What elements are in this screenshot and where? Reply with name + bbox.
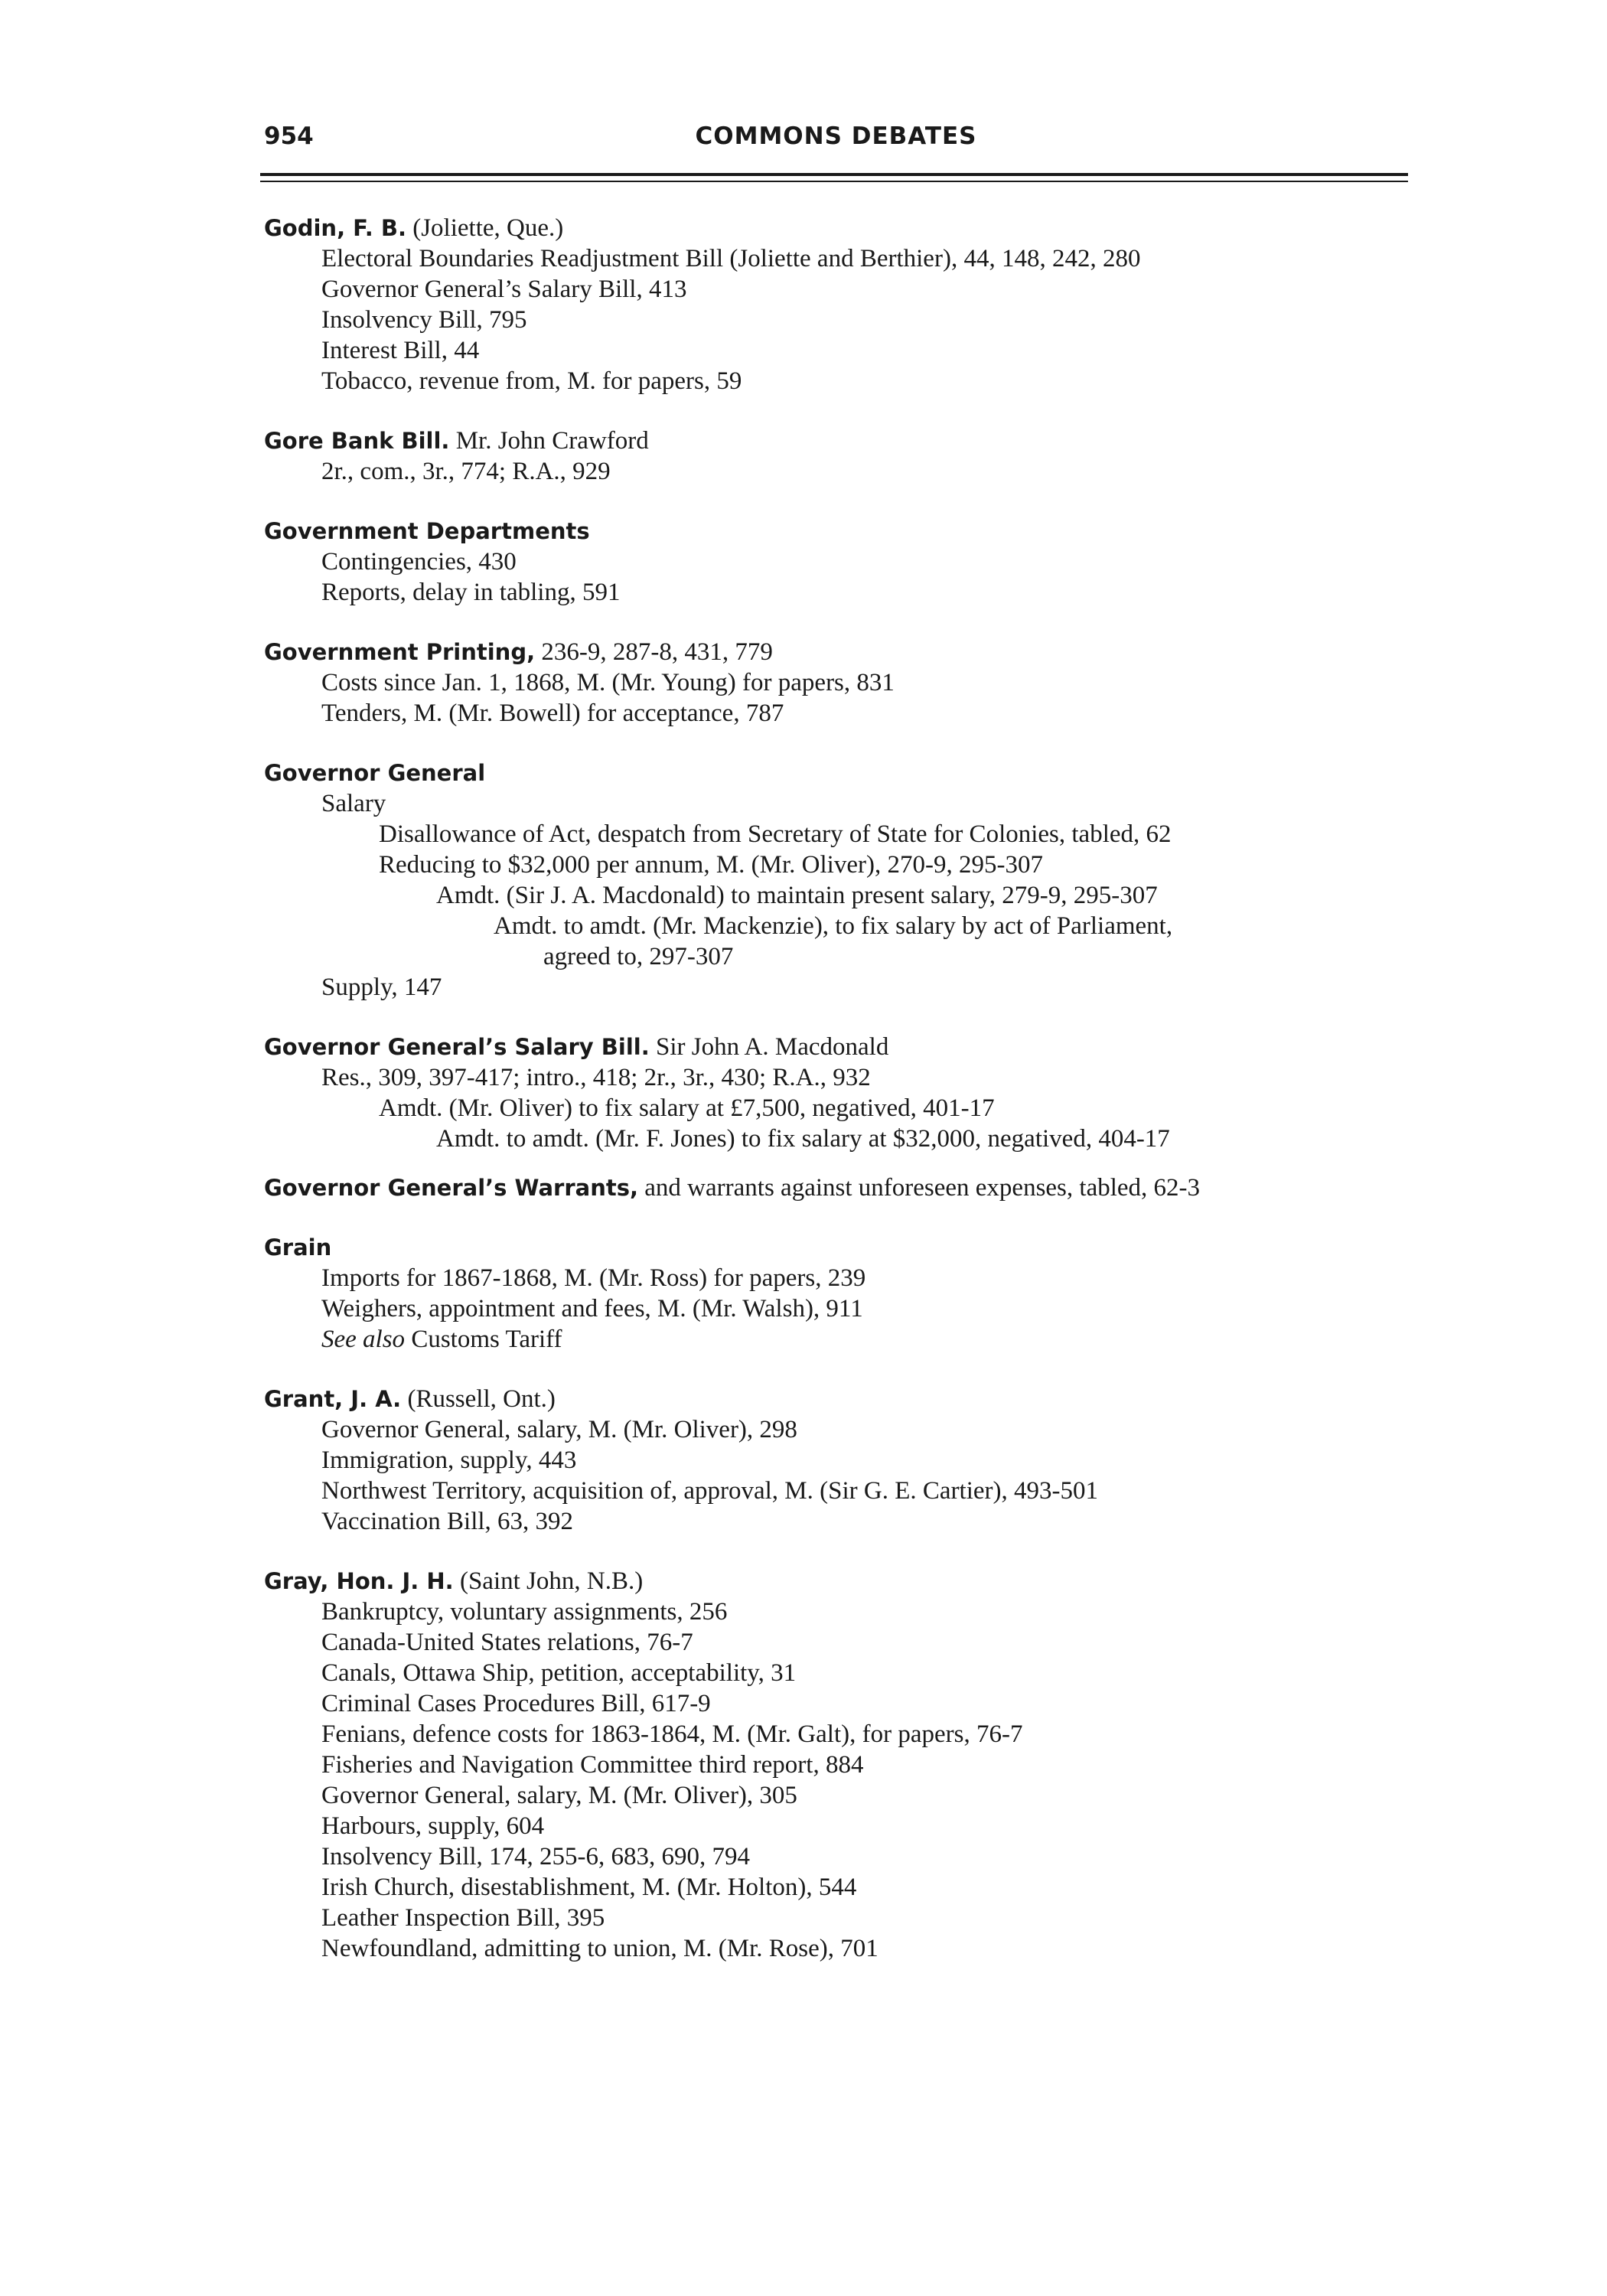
- index-subentry-text: Electoral Boundaries Readjustment Bill (Joliette and Berthier), 44, 148, 242, 280: [321, 245, 1141, 272]
- index-subentry: [264, 667, 1412, 698]
- index-entry: [264, 426, 1412, 487]
- index-subentry: [264, 1596, 1412, 1627]
- index-subentry: [264, 1750, 1412, 1780]
- index-heading: Godin, F. B.: [264, 215, 406, 241]
- index-subentry-text: Leather Inspection Bill, 395: [321, 1904, 605, 1932]
- index-entry: [264, 1032, 1412, 1154]
- index-subentry: [264, 788, 1412, 819]
- index-subentry: [264, 1414, 1412, 1445]
- index-heading-line: [264, 758, 1412, 788]
- index-subentry: [264, 546, 1412, 577]
- index-subentry-text: 2r., com., 3r., 774; R.A., 929: [321, 458, 611, 485]
- page-number: 954: [264, 122, 314, 150]
- index-heading: Grain: [264, 1234, 332, 1261]
- index-subentry-text: Supply, 147: [321, 974, 442, 1001]
- index-heading-line: [264, 637, 1412, 667]
- index-subentry: [264, 911, 1412, 941]
- index-subentry: [264, 1293, 1412, 1324]
- index-heading: Government Departments: [264, 518, 590, 544]
- index-subentry-text: Salary: [321, 790, 386, 817]
- index-body: [264, 213, 1412, 1993]
- index-entry: [264, 516, 1412, 608]
- index-subentry: [264, 243, 1412, 274]
- index-subentry-text: Newfoundland, admitting to union, M. (Mr. Rose), 701: [321, 1935, 878, 1962]
- index-subentry-text: Canada-United States relations, 76-7: [321, 1629, 693, 1656]
- index-heading: Grant, J. A.: [264, 1386, 402, 1412]
- index-heading-line: [264, 1172, 1412, 1203]
- running-title: COMMONS DEBATES: [695, 122, 977, 150]
- index-subentry-text: Amdt. to amdt. (Mr. Mackenzie), to fix salary by act of Parliament,: [494, 912, 1173, 940]
- index-heading: Gore Bank Bill.: [264, 428, 450, 454]
- index-subentry: [264, 1719, 1412, 1750]
- index-subentry-text: Irish Church, disestablishment, M. (Mr. Holton), 544: [321, 1874, 857, 1901]
- index-subentry-text: Canals, Ottawa Ship, petition, acceptability, 31: [321, 1659, 797, 1687]
- index-subentry: [264, 1062, 1412, 1093]
- index-subentry: [264, 1263, 1412, 1293]
- index-heading: Gray, Hon. J. H.: [264, 1568, 454, 1594]
- index-subentry: [264, 1324, 1412, 1355]
- index-heading-detail: 236-9, 287-8, 431, 779: [535, 638, 773, 666]
- cross-reference-label: See also: [321, 1326, 406, 1353]
- index-heading-detail: (Russell, Ont.): [401, 1385, 556, 1413]
- index-subentry-text: Costs since Jan. 1, 1868, M. (Mr. Young) for papers, 831: [321, 669, 895, 696]
- index-subentry: [264, 1872, 1412, 1903]
- index-heading-detail: Mr. John Crawford: [449, 427, 649, 455]
- index-subentry: [264, 1627, 1412, 1658]
- index-subentry-text: Insolvency Bill, 795: [321, 306, 527, 334]
- index-heading-detail: (Joliette, Que.): [406, 214, 564, 242]
- index-heading-line: [264, 213, 1412, 243]
- index-subentry: [264, 1780, 1412, 1811]
- index-subentry-text: Northwest Territory, acquisition of, approval, M. (Sir G. E. Cartier), 493-501: [321, 1477, 1098, 1505]
- index-subentry-text: Governor General, salary, M. (Mr. Oliver), 305: [321, 1782, 797, 1809]
- index-subentry-text: Disallowance of Act, despatch from Secretary of State for Colonies, tabled, 62: [379, 820, 1172, 848]
- header-rule-thin: [260, 181, 1408, 182]
- index-subentry: [264, 972, 1412, 1003]
- index-subentry-text: Fenians, defence costs for 1863-1864, M. (Mr. Galt), for papers, 76-7: [321, 1720, 1023, 1748]
- index-heading: Governor General: [264, 760, 486, 786]
- index-entry: [264, 1384, 1412, 1537]
- index-entry: [264, 1172, 1412, 1203]
- index-subentry-text: Reports, delay in tabling, 591: [321, 579, 621, 606]
- index-subentry: [264, 1811, 1412, 1841]
- index-subentry-text: Customs Tariff: [405, 1326, 562, 1353]
- index-heading-line: [264, 1232, 1412, 1263]
- index-heading: Governor General’s Salary Bill.: [264, 1034, 650, 1060]
- index-subentry: [264, 880, 1412, 911]
- index-subentry: [264, 456, 1412, 487]
- index-subentry: [264, 1841, 1412, 1872]
- index-subentry: [264, 850, 1412, 880]
- index-subentry-text: Harbours, supply, 604: [321, 1812, 545, 1840]
- index-subentry: [264, 819, 1412, 850]
- index-entry: [264, 637, 1412, 729]
- index-subentry: [264, 1124, 1412, 1154]
- index-subentry: [264, 1903, 1412, 1933]
- index-subentry-text: Contingencies, 430: [321, 548, 517, 576]
- index-subentry: [264, 1688, 1412, 1719]
- index-entry: [264, 213, 1412, 396]
- index-subentry-text: Immigration, supply, 443: [321, 1446, 577, 1474]
- page-header: [264, 122, 1408, 165]
- index-heading: Government Printing,: [264, 639, 536, 665]
- index-subentry-text: Res., 309, 397-417; intro., 418; 2r., 3r., 430; R.A., 932: [321, 1064, 871, 1091]
- index-subentry-text: Weighers, appointment and fees, M. (Mr. Walsh), 911: [321, 1295, 863, 1322]
- index-heading-detail: Sir John A. Macdonald: [649, 1033, 889, 1061]
- index-subentry-text: Criminal Cases Procedures Bill, 617-9: [321, 1690, 711, 1717]
- index-subentry-text: Interest Bill, 44: [321, 337, 480, 364]
- index-subentry: [264, 305, 1412, 335]
- index-entry: [264, 1566, 1412, 1964]
- index-subentry: [264, 1506, 1412, 1537]
- index-subentry: [264, 1658, 1412, 1688]
- index-heading-line: [264, 1384, 1412, 1414]
- index-heading-line: [264, 1032, 1412, 1062]
- index-subentry-text: Bankruptcy, voluntary assignments, 256: [321, 1598, 728, 1626]
- index-entry: [264, 1232, 1412, 1355]
- index-subentry-text: Reducing to $32,000 per annum, M. (Mr. Oliver), 270-9, 295-307: [379, 851, 1043, 879]
- index-subentry: [264, 941, 1412, 972]
- index-subentry-text: Governor General’s Salary Bill, 413: [321, 276, 687, 303]
- index-heading-detail: (Saint John, N.B.): [453, 1567, 644, 1595]
- index-subentry-text: Imports for 1867-1868, M. (Mr. Ross) for papers, 239: [321, 1264, 866, 1292]
- index-heading-detail: and warrants against unforeseen expenses, tabled, 62-3: [638, 1174, 1201, 1202]
- index-subentry-text: Amdt. to amdt. (Mr. F. Jones) to fix salary at $32,000, negatived, 404-17: [436, 1125, 1170, 1153]
- index-subentry-text: Vaccination Bill, 63, 392: [321, 1508, 574, 1535]
- header-rule-thick: [260, 173, 1408, 176]
- index-subentry-text: Amdt. (Sir J. A. Macdonald) to maintain present salary, 279-9, 295-307: [436, 882, 1158, 909]
- index-subentry: [264, 698, 1412, 729]
- index-subentry-text: Fisheries and Navigation Committee third report, 884: [321, 1751, 864, 1779]
- index-subentry-text: Tenders, M. (Mr. Bowell) for acceptance, 787: [321, 700, 784, 727]
- index-subentry: [264, 1445, 1412, 1476]
- index-subentry: [264, 1093, 1412, 1124]
- index-entry: [264, 758, 1412, 1003]
- index-subentry: [264, 366, 1412, 396]
- index-subentry: [264, 274, 1412, 305]
- index-heading: Governor General’s Warrants,: [264, 1175, 639, 1201]
- index-subentry-text: Governor General, salary, M. (Mr. Oliver), 298: [321, 1416, 797, 1443]
- index-heading-line: [264, 516, 1412, 546]
- index-subentry-text: Amdt. (Mr. Oliver) to fix salary at £7,500, negatived, 401-17: [379, 1094, 995, 1122]
- index-subentry: [264, 1933, 1412, 1964]
- index-subentry: [264, 1476, 1412, 1506]
- index-heading-line: [264, 426, 1412, 456]
- index-subentry: [264, 335, 1412, 366]
- index-heading-line: [264, 1566, 1412, 1596]
- index-subentry-text: Insolvency Bill, 174, 255-6, 683, 690, 794: [321, 1843, 751, 1870]
- index-subentry-text: agreed to, 297-307: [543, 943, 734, 970]
- index-subentry-text: Tobacco, revenue from, M. for papers, 59: [321, 367, 742, 395]
- index-subentry: [264, 577, 1412, 608]
